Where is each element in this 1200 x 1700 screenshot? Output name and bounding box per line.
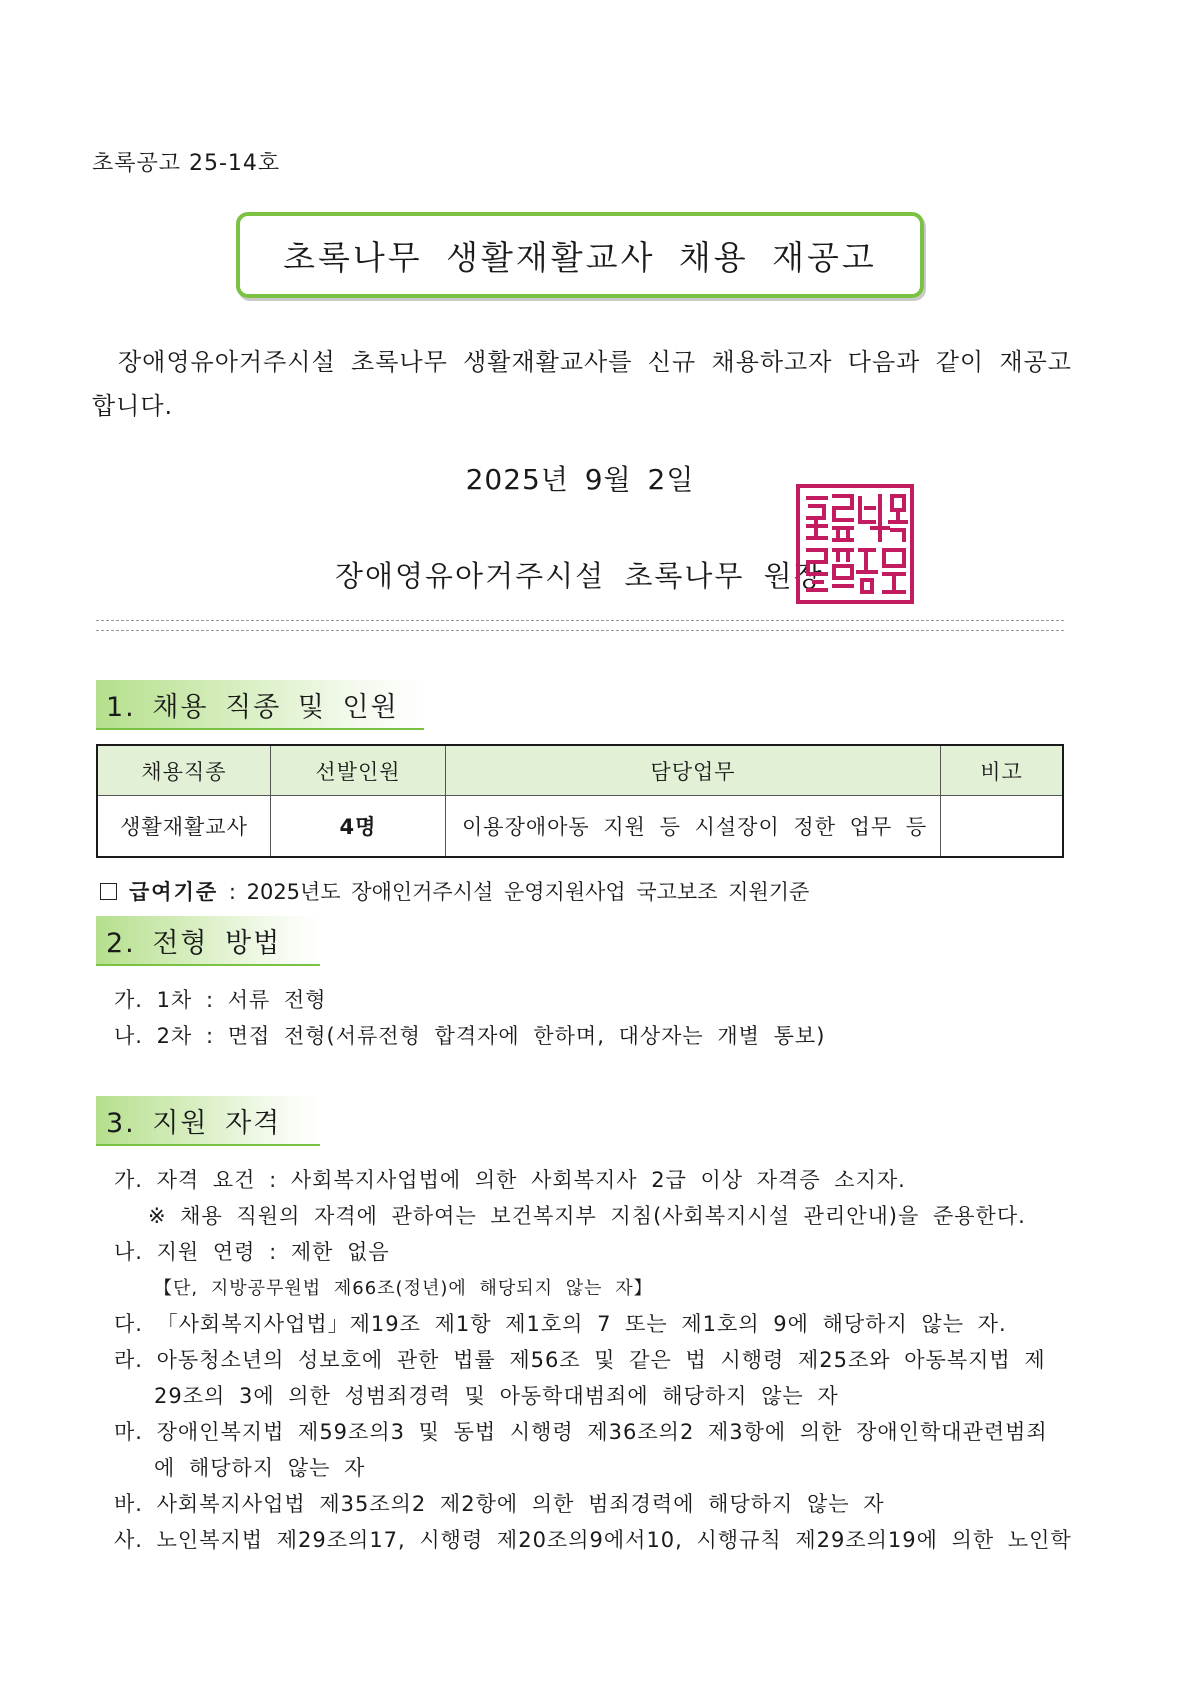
- selection-step-2: 나. 2차 : 면접 전형(서류전형 합격자에 한하며, 대상자는 개별 통보): [114, 1024, 826, 1048]
- table-cell-position: 생활재활교사: [97, 796, 271, 858]
- salary-text: 2025년도 장애인거주시설 운영지원사업 국고보조 지원기준: [246, 880, 810, 904]
- salary-separator: :: [218, 880, 247, 904]
- table-row: [97, 796, 1063, 858]
- qualification-item-continued: 에 해당하지 않는 자: [154, 1456, 366, 1480]
- qualification-note: ※ 채용 직원의 자격에 관하여는 보건복지부 지침(사회복지시설 관리안내)을 준용한다.: [148, 1204, 1026, 1228]
- qualification-item: 다. 「사회복지사업법」제19조 제1항 제1호의 7 또는 제1호의 9에 해당하지 않는 자.: [114, 1312, 1007, 1336]
- checkbox-square-icon: [100, 883, 117, 900]
- official-seal-icon: [796, 484, 914, 604]
- table-cell-headcount: 4명: [271, 796, 446, 858]
- document-title-box: [236, 212, 924, 298]
- section-3-heading: 3. 지원 자격: [96, 1096, 320, 1146]
- selection-step-1: 가. 1차 : 서류 전형: [114, 988, 327, 1012]
- section-2-heading: 2. 전형 방법: [96, 916, 320, 966]
- table-cell-remarks: [941, 796, 1064, 858]
- table-cell-duties: 이용장애아동 지원 등 시설장이 정한 업무 등: [446, 796, 941, 858]
- salary-standard: [100, 876, 809, 906]
- qualification-item: 마. 장애인복지법 제59조의3 및 동법 시행령 제36조의2 제3항에 의한 장애인학대관련범죄: [114, 1420, 1048, 1444]
- notice-number: 초록공고 25-14호: [92, 151, 281, 176]
- section-1-heading: 1. 채용 직종 및 인원: [96, 680, 424, 730]
- column-header: 채용직종: [97, 745, 271, 796]
- qualification-item-continued: 29조의 3에 의한 성범죄경력 및 아동학대범죄에 해당하지 않는 자: [154, 1384, 839, 1408]
- divider-dashed-top: [96, 620, 1064, 621]
- qualification-item: 라. 아동청소년의 성보호에 관한 법률 제56조 및 같은 법 시행령 제25조와 아동복지법 제: [114, 1348, 1046, 1372]
- intro-paragraph: 장애영유아거주시설 초록나무 생활재활교사를 신규 채용하고자 다음과 같이 재공고합니다.: [92, 348, 1072, 420]
- announcement-date: 2025년 9월 2일: [465, 463, 695, 496]
- divider-dashed-bottom: [96, 630, 1064, 631]
- column-header: 선발인원: [271, 745, 446, 796]
- recruitment-table: [96, 744, 1064, 858]
- qualification-item: 사. 노인복지법 제29조의17, 시행령 제20조의9에서10, 시행규칙 제29조의19에 의한 노인학: [114, 1528, 1072, 1552]
- issuer-name: 장애영유아거주시설 초록나무 원장: [335, 559, 824, 593]
- table-header-row: [97, 745, 1063, 796]
- column-header: 담당업무: [446, 745, 941, 796]
- qualification-item: 가. 자격 요건 : 사회복지사업법에 의한 사회복지사 2급 이상 자격증 소지자.: [114, 1168, 906, 1192]
- qualification-item: 바. 사회복지사업법 제35조의2 제2항에 의한 범죄경력에 해당하지 않는 자: [114, 1492, 885, 1516]
- salary-label: 급여기준: [129, 880, 219, 904]
- document-title: 초록나무 생활재활교사 채용 재공고: [283, 237, 877, 277]
- qualification-note: 【단, 지방공무원법 제66조(정년)에 해당되지 않는 자】: [154, 1278, 653, 1299]
- qualification-item: 나. 지원 연령 : 제한 없음: [114, 1240, 390, 1264]
- column-header: 비고: [941, 745, 1064, 796]
